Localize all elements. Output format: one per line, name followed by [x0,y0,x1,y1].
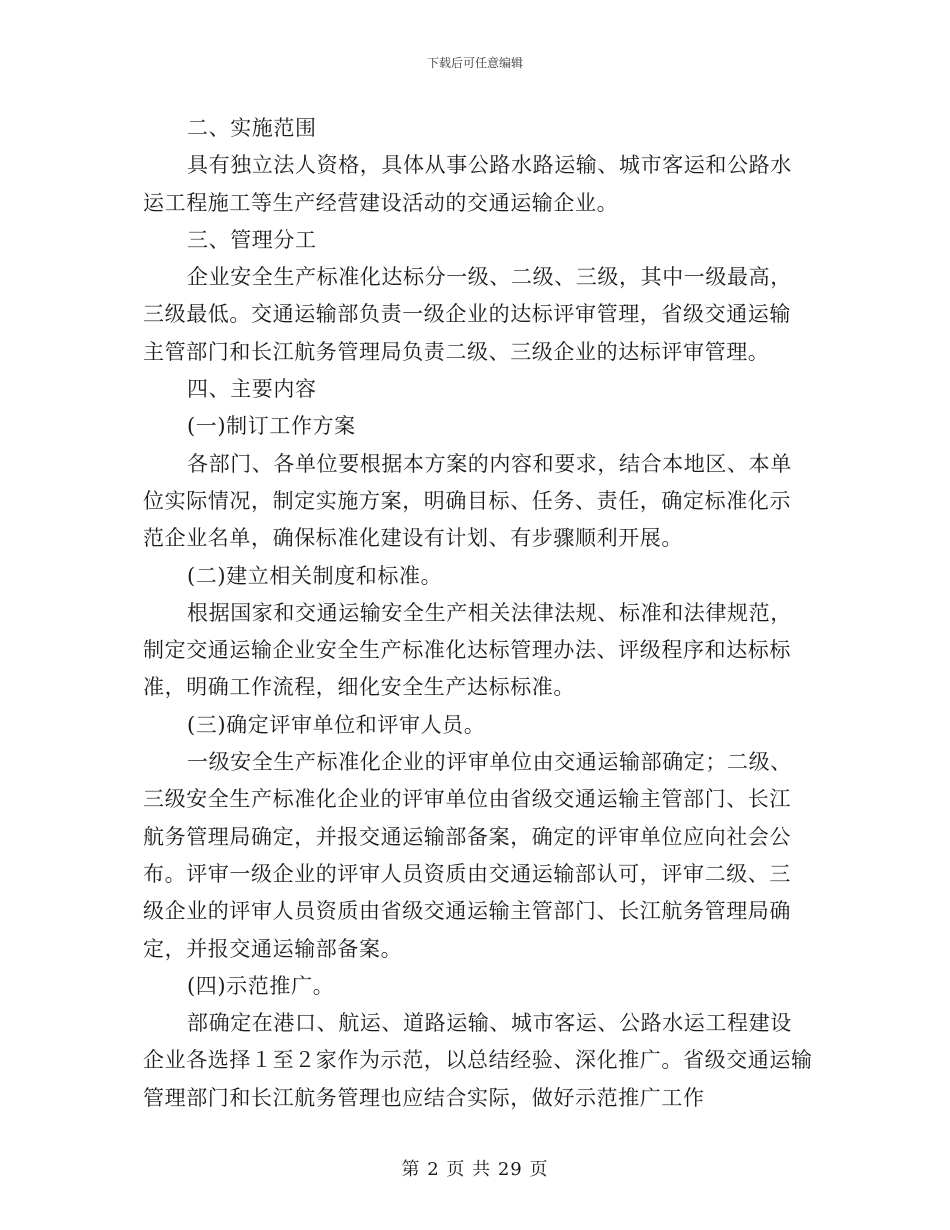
paragraph-line: 三级安全生产标准化企业的评审单位由省级交通运输主管部门、长江 [143,787,791,812]
page-number-footer: 第 2 页 共 29 页 [401,1159,549,1180]
section-heading: 二、实施范围 [187,116,317,140]
paragraph-line: 级企业的评审人员资质由省级交通运输主管部门、长江航务管理局确 [143,899,791,924]
paragraph-line: 三级最低。交通运输部负责一级企业的达标评审管理，省级交通运输 [143,302,791,327]
paragraph-line: 准，明确工作流程，细化安全生产达标标准。 [143,675,575,700]
paragraph-line: 制定交通运输企业安全生产标准化达标管理办法、评级程序和达标标 [143,638,791,663]
paragraph-line: 企业安全生产标准化达标分一级、二级、三级，其中一级最高， [187,265,792,290]
section-heading: 三、管理分工 [187,227,317,252]
header-note: 下载后可任意编辑 [426,56,523,70]
paragraph-line: 运工程施工等生产经营建设活动的交通运输企业。 [143,190,619,215]
paragraph-line: 范企业名单，确保标准化建设有计划、有步骤顺利开展。 [143,526,683,551]
paragraph-line: 位实际情况，制定实施方案，明确目标、任务、责任，确定标准化示 [143,488,791,513]
paragraph-line: 一级安全生产标准化企业的评审单位由交通运输部确定；二级、 [187,750,792,775]
body-text [143,110,813,1117]
paragraph-line: 管理部门和长江航务管理也应结合实际，做好示范推广工作 [143,1085,705,1110]
paragraph-line: 各部门、各单位要根据本方案的内容和要求，结合本地区、本单 [187,451,792,476]
subsection-heading: (二)建立相关制度和标准。 [187,563,443,588]
paragraph-line: 布。评审一级企业的评审人员资质由交通运输部认可，评审二级、三 [143,861,791,886]
paragraph-line: 根据国家和交通运输安全生产相关法律法规、标准和法律规范， [187,600,792,625]
paragraph-line: 部确定在港口、航运、道路运输、城市客运、公路水运工程建设 [187,1011,792,1036]
paragraph-line: 定，并报交通运输部备案。 [143,936,403,961]
subsection-heading: (四)示范推广。 [187,973,335,998]
paragraph-line: 航务管理局确定，并报交通运输部备案，确定的评审单位应向社会公 [143,824,791,849]
paragraph-line: 主管部门和长江航务管理局负责二级、三级企业的达标评审管理。 [143,339,770,364]
section-heading: 四、主要内容 [187,377,317,402]
paragraph-line: 具有独立法人资格，具体从事公路水路运输、城市客运和公路水 [187,153,792,178]
paragraph-line: 企业各选择１至２家作为示范，以总结经验、深化推广。省级交通运输 [143,1048,813,1073]
subsection-heading: (三)确定评审单位和评审人员。 [187,712,486,737]
subsection-heading: (一)制订工作方案 [187,414,356,439]
